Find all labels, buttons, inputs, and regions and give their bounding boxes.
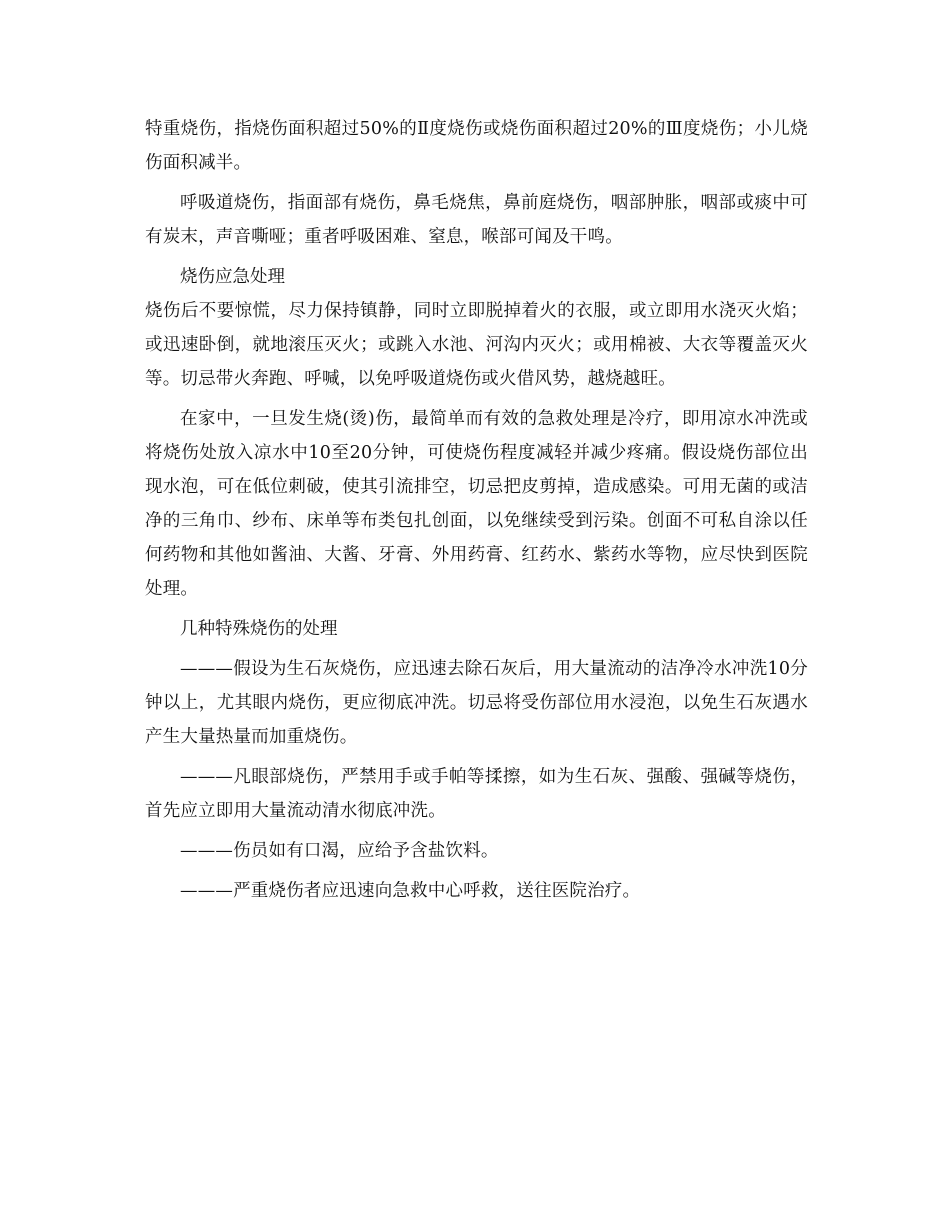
paragraph-call-emergency: ———严重烧伤者应迅速向急救中心呼救，送往医院治疗。 bbox=[180, 881, 641, 901]
paragraph-eye-burn: ———凡眼部烧伤，严禁用手或手帕等揉擦，如为生石灰、强酸、强碱等烧伤，首先应立即用大量流动清水彻底冲洗。 bbox=[145, 767, 808, 821]
heading-special-burns: 几种特殊烧伤的处理 bbox=[180, 619, 338, 639]
heading-emergency-treatment: 烧伤应急处理 bbox=[180, 267, 285, 287]
paragraph-extinguish-fire: 烧伤后不要惊慌，尽力保持镇静，同时立即脱掉着火的衣服，或立即用水浇灭火焰；或迅速卧倒，就地滚压灭火；或跳入水池、河沟内灭火；或用棉被、大衣等覆盖灭火等。切忌带火奔跑、呼喊，以免呼吸道烧伤或火借风势，越烧越旺。 bbox=[145, 301, 808, 389]
paragraph-quicklime-burn: ———假设为生石灰烧伤，应迅速去除石灰后，用大量流动的洁净冷水冲洗10分钟以上，尤其眼内烧伤，更应彻底冲洗。切忌将受伤部位用水浸泡，以免生石灰遇水产生大量热量而加重烧伤。 bbox=[145, 659, 808, 747]
paragraph-thirst: ———伤员如有口渴，应给予含盐饮料。 bbox=[180, 841, 499, 861]
paragraph-respiratory-burn: 呼吸道烧伤，指面部有烧伤，鼻毛烧焦，鼻前庭烧伤，咽部肿胀，咽部或痰中可有炭末，声音嘶哑；重者呼吸困难、窒息，喉部可闻及干鸣。 bbox=[145, 193, 808, 247]
paragraph-home-cold-therapy: 在家中，一旦发生烧(烫)伤，最简单而有效的急救处理是冷疗，即用凉水冲洗或将烧伤处放入凉水中10至20分钟，可使烧伤程度减轻并减少疼痛。假设烧伤部位出现水泡，可在低位刺破，使其引流排空，切忌把皮剪掉，造成感染。可用无菌的或洁净的三角巾、纱布、床单等布类包扎创面，以免继续受到污染。创面不可私自涂以任何药物和其他如酱油、大酱、牙膏、外用药膏、红药水、紫药水等物，应尽快到医院处理。 bbox=[145, 409, 808, 599]
paragraph-severe-burn: 特重烧伤，指烧伤面积超过50%的Ⅱ度烧伤或烧伤面积超过20%的Ⅲ度烧伤；小儿烧伤面积减半。 bbox=[145, 119, 808, 173]
document-body bbox=[145, 112, 808, 914]
